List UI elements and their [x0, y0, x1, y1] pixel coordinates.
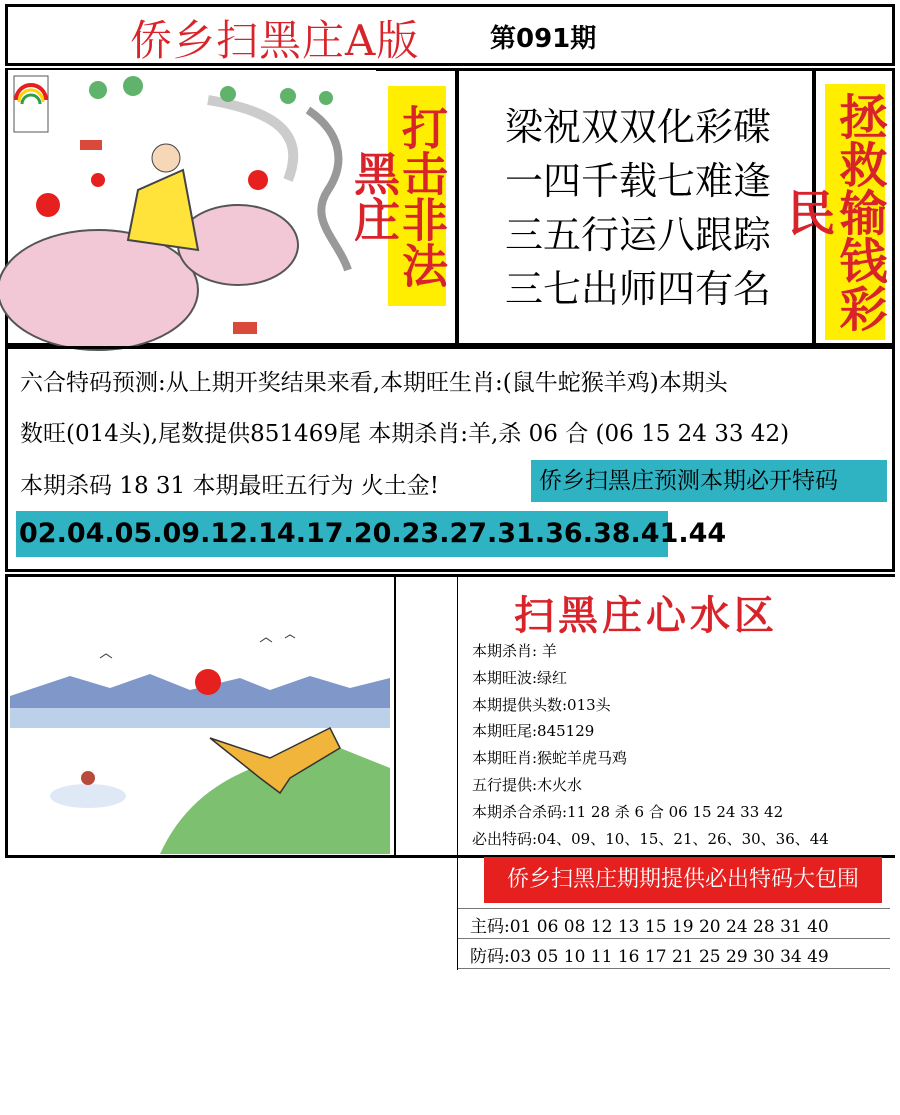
right-vertical-banner: 拯救输钱彩民: [825, 84, 885, 340]
left-vertical-banner: 打击非法黑庄: [388, 86, 446, 306]
heart-item: 本期杀合杀码:11 28 杀 6 合 06 15 24 33 42: [472, 803, 784, 821]
issue-number: 第091期: [490, 24, 597, 54]
codes-divider: [458, 908, 890, 909]
main-codes: 主码:01 06 08 12 13 15 19 20 24 28 31 40: [470, 917, 829, 937]
poem-line: 三七出师四有名: [505, 267, 772, 311]
heart-item: 五行提供:木火水: [472, 776, 583, 794]
heart-item: 本期旺尾:845129: [472, 722, 595, 740]
heart-section-title: 扫黑庄心水区: [514, 593, 778, 639]
heart-item: 必出特码:04、09、10、15、21、26、30、36、44: [472, 830, 829, 848]
special-numbers: 02.04.05.09.12.14.17.20.23.27.31.36.38.41.44: [16, 511, 668, 557]
heart-item: 本期旺波:绿红: [472, 669, 568, 687]
divider-line: [455, 68, 459, 346]
poem: [505, 100, 771, 316]
divider-line: [457, 574, 458, 970]
fish-illustration: [10, 578, 390, 854]
prediction-line-2: 数旺(014头),尾数提供851469尾 本期杀肖:羊,杀 06 合 (06 15 24 33 42): [20, 421, 790, 447]
package-banner: 侨乡扫黑庄期期提供必出特码大包围: [484, 857, 882, 903]
scholar-illustration: [8, 70, 376, 343]
prediction-line-1: 六合特码预测:从上期开奖结果来看,本期旺生肖:(鼠牛蛇猴羊鸡)本期头: [20, 370, 728, 396]
heart-item: 本期旺肖:猴蛇羊虎马鸡: [472, 749, 628, 767]
heart-item: 本期提供头数:013头: [472, 696, 611, 714]
divider-line: [394, 574, 396, 858]
poem-line: 三五行运八跟踪: [505, 213, 772, 257]
poem-line: 梁祝双双化彩碟: [505, 105, 772, 149]
poem-line: 一四千载七难逢: [505, 159, 772, 203]
must-open-label: 侨乡扫黑庄预测本期必开特码: [531, 460, 887, 502]
page-title: 侨乡扫黑庄A版: [130, 16, 420, 65]
heart-item: 本期杀肖: 羊: [472, 642, 557, 660]
prediction-line-3: 本期杀码 18 31 本期最旺五行为 火土金!: [20, 473, 440, 499]
codes-divider: [458, 938, 890, 939]
codes-divider: [458, 968, 890, 969]
guard-codes: 防码:03 05 10 11 16 17 21 25 29 30 34 49: [470, 947, 829, 967]
